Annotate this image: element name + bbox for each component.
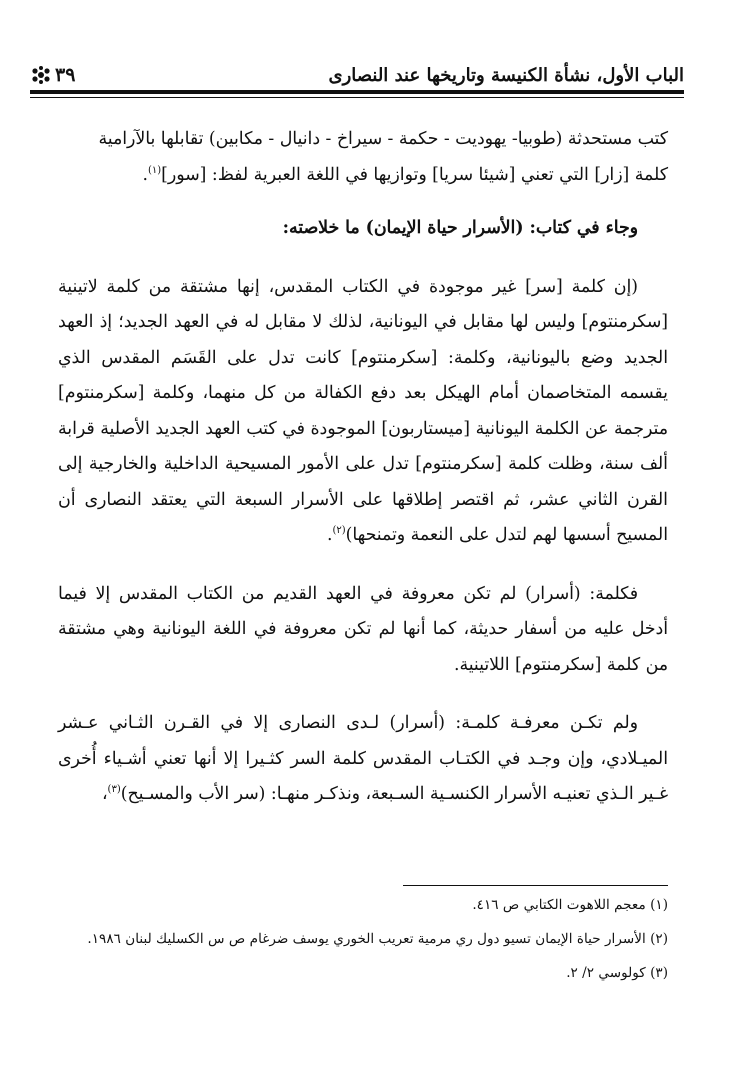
footnote-3: (٣) كولوسي ٢/ ٢. — [566, 965, 668, 981]
paragraph-knowledge-text: ولم تكـن معرفـة كلمـة: (أسرار) لـدى النصارى إلا في القـرن الثـاني عـشر الميـلادي، وإن وجـد في الكتـاب المقدس كلمة السر كثـيرا إلا أنها تعني أشـياء أُخرى غـير الـذي تعنيـه الأسرار الكنسـية السـبعة، ونذكـر منهـا: (سر الأب والمسـيح) — [58, 713, 668, 804]
footnote-ref-3: (٣) — [107, 784, 121, 796]
footnote-separator — [403, 885, 668, 886]
paragraph-1-line-1: كتب مستحدثة (طوبيا- يهوديت - حكمة - سيراخ - دانيال - مكابين) تقابلها بالآرامية — [98, 129, 668, 149]
paragraph-1-end: . — [142, 164, 148, 185]
quoted-passage-text: (إن كلمة [سر] غير موجودة في الكتاب المقدس، إنها مشتقة من كلمة لاتينية [سكرمنتوم] وليس لها مقابل في اليونانية، لذلك لا مقابل له في العهد الجديد؛ إذ العهد الجديد وضع باليونانية، وكلمة: [سكرمنتوم] كانت تدل على القَسَم المقدس الذي يقسمه المتخاصمان أمام الهيكل بعد دفع الكفالة من كل منهما، وكلمة [سكرمنتوم] مترجمة عن الكلمة اليونانية [ميستاربون] الموجودة في كتب العهد الجديد الأصلية قرابة ألف سنة، وظلت كلمة [سكرمنتوم] تدل على الأمور المسيحية الداخلية والخارجية إلى القرن الثاني عشر، ثم اقتصر إطلاقها على الأسرار السبعة التي يعتقد النصارى أن المسيح أسسها لهم لتدل على النعمة وتمنحها) — [58, 276, 668, 545]
footnotes — [58, 893, 668, 985]
paragraph-1 — [58, 122, 668, 193]
paragraph-1-line-2: كلمة [زار] التي تعني [شيئا سريا] وتوازيها في اللغة العبرية لفظ: [سور] — [161, 164, 668, 185]
footnote-ref-1: (١) — [147, 164, 162, 176]
floral-ornament-icon — [30, 65, 52, 85]
quoted-passage-end: . — [326, 525, 333, 545]
page-number: ٣٩ — [55, 64, 76, 86]
quoted-passage — [58, 270, 668, 554]
page-header — [30, 58, 684, 92]
book-reference-heading: وجاء في كتاب: (الأسرار حياة الإيمان) ما خلاصته: — [282, 218, 638, 238]
footnote-1: (١) معجم اللاهوت الكتابي ص ٤١٦. — [472, 897, 668, 913]
paragraph-asrar-word: فكلمة: (أسرار) لم تكن معروفة في العهد القديم من الكتاب المقدس إلا فيما أدخل عليه من أسفار حديثة، كما أنها لم تكن معروفة في اللغة اليونانية وهي مشتقة من كلمة [سكرمنتوم] اللاتينية. — [58, 583, 668, 675]
footnote-ref-2: (٢) — [332, 525, 346, 537]
footnote-2: (٢) الأسرار حياة الإيمان تسيو دول ري مرمية تعريب الخوري يوسف ضرغام ص س الكسليك لبنان ١٩٨٦. — [87, 931, 668, 947]
main-text — [58, 122, 668, 813]
page-number-block — [30, 64, 75, 86]
header-rule-thin — [30, 97, 684, 98]
paragraph-knowledge — [58, 706, 668, 813]
header-rule-thick — [30, 90, 684, 94]
chapter-title: الباب الأول، نشأة الكنيسة وتاريخها عند النصارى — [328, 64, 684, 86]
paragraph-knowledge-end: ، — [101, 784, 108, 804]
